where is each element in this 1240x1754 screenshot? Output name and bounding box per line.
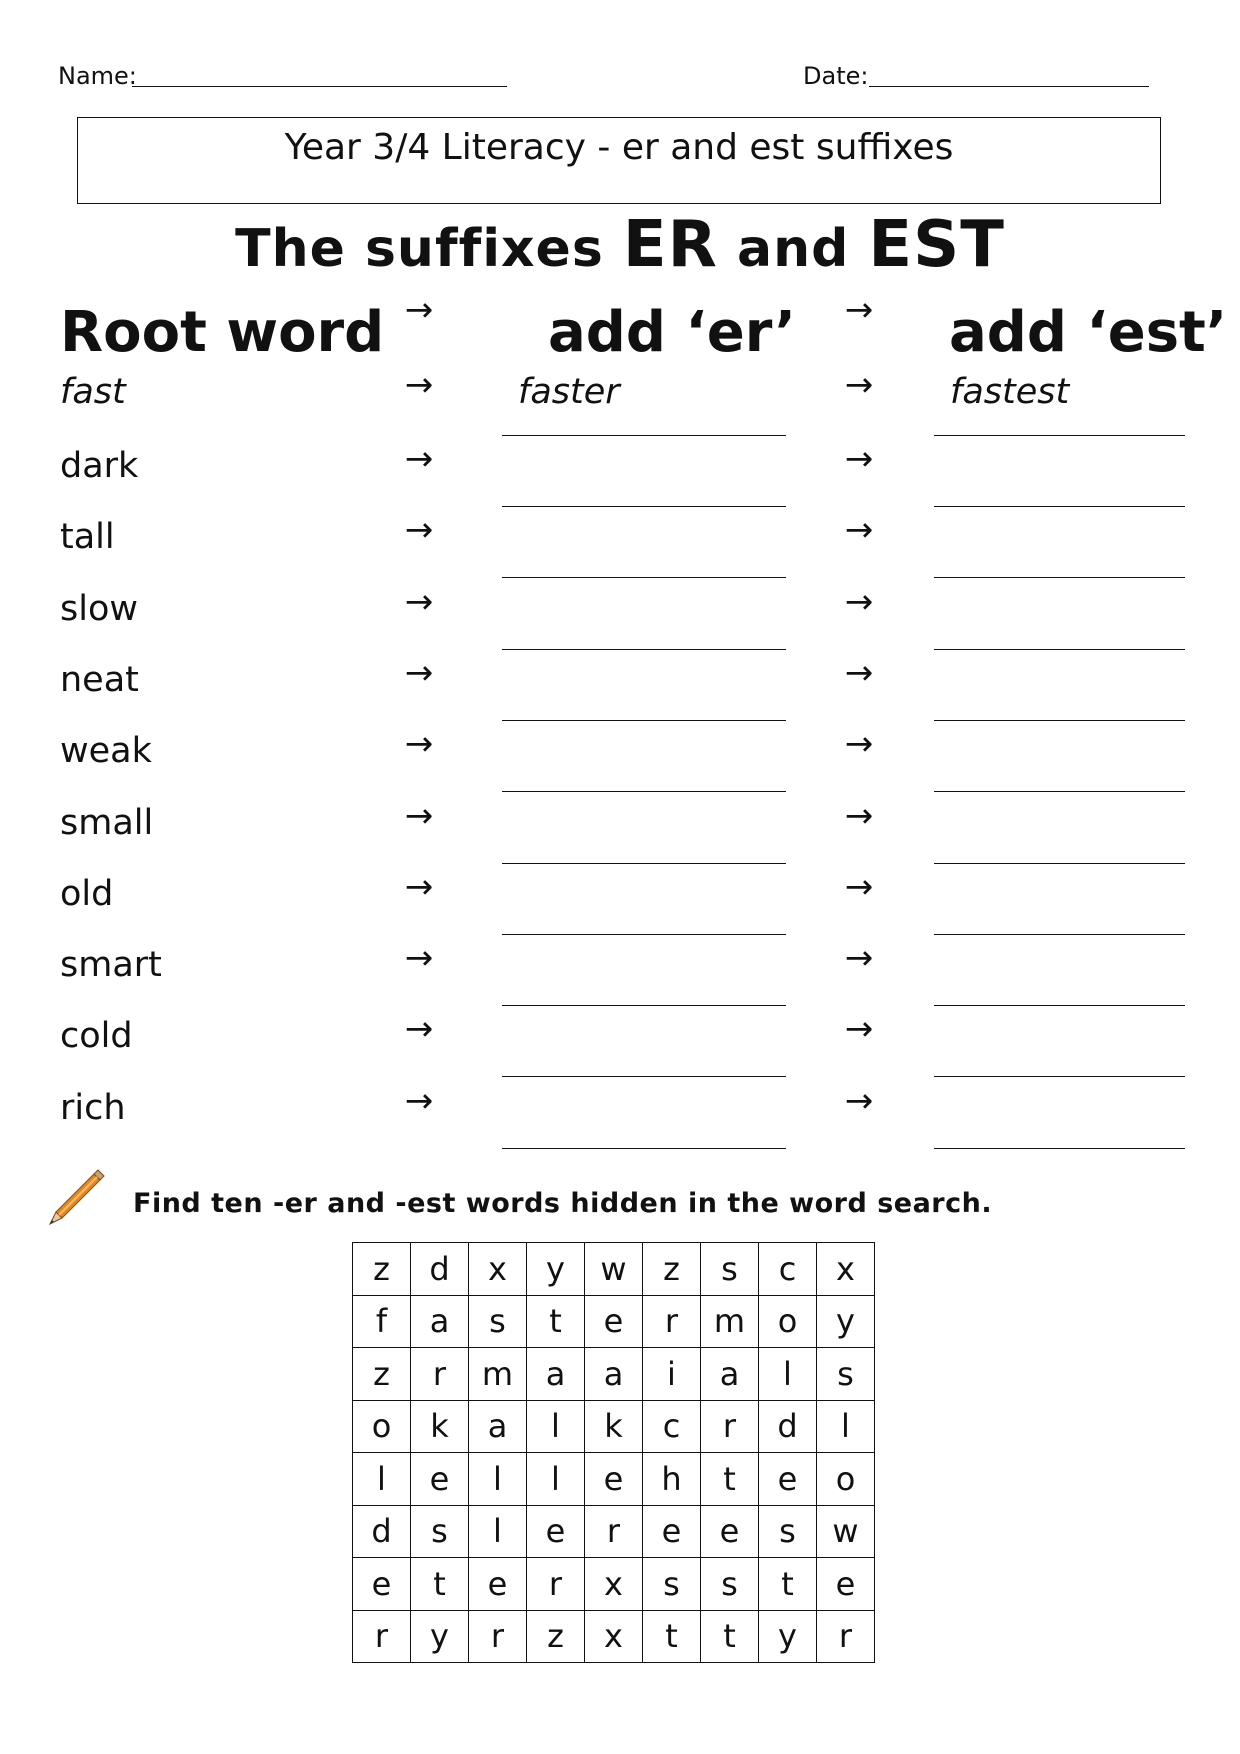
pencil-icon: [48, 1168, 106, 1226]
grid-cell[interactable]: s: [701, 1558, 759, 1611]
grid-cell[interactable]: s: [411, 1505, 469, 1558]
date-label: Date:: [803, 62, 869, 90]
grid-cell[interactable]: l: [527, 1453, 585, 1506]
grid-row: [353, 1400, 875, 1453]
grid-cell[interactable]: e: [411, 1453, 469, 1506]
grid-cell[interactable]: m: [469, 1348, 527, 1401]
grid-cell[interactable]: d: [759, 1400, 817, 1453]
er-answer-line[interactable]: [502, 791, 786, 792]
grid-cell[interactable]: a: [411, 1295, 469, 1348]
grid-cell[interactable]: x: [585, 1558, 643, 1611]
root-word: weak: [60, 731, 152, 772]
grid-cell[interactable]: a: [585, 1348, 643, 1401]
grid-row: [353, 1610, 875, 1663]
grid-row: [353, 1348, 875, 1401]
column-header-root: Root word: [60, 300, 385, 365]
arrow-icon: →: [404, 439, 434, 479]
grid-cell[interactable]: l: [759, 1348, 817, 1401]
grid-cell[interactable]: t: [411, 1558, 469, 1611]
grid-cell[interactable]: h: [643, 1453, 701, 1506]
er-answer-line[interactable]: [502, 649, 786, 650]
grid-cell[interactable]: e: [585, 1453, 643, 1506]
est-answer-line[interactable]: [934, 506, 1185, 507]
grid-cell[interactable]: d: [411, 1243, 469, 1296]
grid-cell[interactable]: r: [527, 1558, 585, 1611]
root-word: smart: [60, 945, 162, 986]
arrow-icon: →: [844, 510, 874, 551]
est-answer-line[interactable]: [934, 720, 1185, 721]
header-arrow-icon: →: [844, 290, 874, 330]
grid-cell[interactable]: w: [585, 1243, 643, 1296]
grid-cell[interactable]: e: [469, 1558, 527, 1611]
arrow-icon: →: [844, 1080, 874, 1121]
grid-cell[interactable]: r: [585, 1505, 643, 1558]
arrow-icon: →: [844, 795, 874, 836]
er-answer-line[interactable]: [502, 506, 786, 507]
grid-cell[interactable]: e: [701, 1505, 759, 1558]
arrow-icon: →: [844, 938, 874, 979]
root-word: small: [60, 802, 154, 843]
grid-cell[interactable]: y: [759, 1610, 817, 1663]
name-label: Name:: [58, 62, 137, 90]
grid-cell[interactable]: i: [643, 1348, 701, 1401]
arrow-icon: →: [844, 652, 874, 693]
grid-cell[interactable]: s: [759, 1505, 817, 1558]
est-answer-line[interactable]: [934, 863, 1185, 864]
arrow-icon: →: [844, 1009, 874, 1050]
arrow-icon: →: [404, 365, 434, 405]
grid-cell[interactable]: t: [701, 1610, 759, 1663]
grid-cell[interactable]: s: [701, 1243, 759, 1296]
est-answer-line[interactable]: [934, 577, 1185, 578]
example-est-line: [934, 435, 1185, 436]
name-field[interactable]: [132, 86, 507, 87]
grid-cell[interactable]: l: [353, 1453, 411, 1506]
arrow-icon: →: [404, 1009, 434, 1050]
title-er: ER: [622, 208, 718, 282]
er-answer-line[interactable]: [502, 1005, 786, 1006]
grid-cell[interactable]: r: [817, 1610, 875, 1663]
grid-cell[interactable]: e: [527, 1505, 585, 1558]
arrow-icon: →: [844, 581, 874, 622]
er-answer-line[interactable]: [502, 934, 786, 935]
arrow-icon: →: [844, 866, 874, 907]
title-est: EST: [868, 208, 1005, 282]
grid-row: [353, 1558, 875, 1611]
grid-cell[interactable]: z: [643, 1243, 701, 1296]
root-word: neat: [60, 659, 139, 700]
arrow-icon: →: [404, 1080, 434, 1121]
er-answer-line[interactable]: [502, 1076, 786, 1077]
grid-cell[interactable]: z: [527, 1610, 585, 1663]
grid-cell[interactable]: m: [701, 1295, 759, 1348]
grid-cell[interactable]: r: [411, 1348, 469, 1401]
grid-cell[interactable]: s: [817, 1348, 875, 1401]
worksheet-subtitle: Year 3/4 Literacy - er and est suffixes: [284, 127, 954, 168]
grid-cell[interactable]: k: [411, 1400, 469, 1453]
arrow-icon: →: [844, 439, 874, 479]
grid-cell[interactable]: f: [353, 1295, 411, 1348]
grid-cell[interactable]: x: [469, 1243, 527, 1296]
grid-cell[interactable]: e: [643, 1505, 701, 1558]
er-answer-line[interactable]: [502, 863, 786, 864]
arrow-icon: →: [404, 581, 434, 622]
est-answer-line[interactable]: [934, 649, 1185, 650]
arrow-icon: →: [404, 510, 434, 551]
grid-cell[interactable]: a: [527, 1348, 585, 1401]
title-pre: The suffixes: [235, 219, 623, 279]
arrow-icon: →: [404, 795, 434, 836]
grid-cell[interactable]: y: [411, 1610, 469, 1663]
grid-cell[interactable]: e: [353, 1558, 411, 1611]
root-word: slow: [60, 588, 138, 629]
grid-cell[interactable]: r: [701, 1400, 759, 1453]
example-est-answer: fastest: [950, 372, 1070, 412]
grid-cell[interactable]: d: [353, 1505, 411, 1558]
column-header-est: add ‘est’: [949, 300, 1228, 365]
example-er-line: [502, 435, 786, 436]
word-search-grid: [352, 1242, 875, 1663]
title-box: [77, 117, 1161, 204]
grid-cell[interactable]: l: [817, 1400, 875, 1453]
root-word: dark: [60, 446, 139, 486]
grid-cell[interactable]: c: [759, 1243, 817, 1296]
header-arrow-icon: →: [404, 290, 434, 330]
example-root-word: fast: [60, 372, 126, 412]
est-answer-line[interactable]: [934, 791, 1185, 792]
er-answer-line[interactable]: [502, 577, 786, 578]
grid-cell[interactable]: z: [353, 1348, 411, 1401]
er-answer-line[interactable]: [502, 720, 786, 721]
grid-cell[interactable]: e: [817, 1558, 875, 1611]
root-word: old: [60, 873, 114, 914]
grid-cell[interactable]: z: [353, 1243, 411, 1296]
grid-cell[interactable]: l: [469, 1453, 527, 1506]
root-word: tall: [60, 517, 115, 558]
arrow-icon: →: [404, 938, 434, 979]
grid-row: [353, 1243, 875, 1296]
grid-cell[interactable]: t: [643, 1610, 701, 1663]
est-answer-line[interactable]: [934, 1076, 1185, 1077]
grid-cell[interactable]: e: [759, 1453, 817, 1506]
grid-cell[interactable]: o: [759, 1295, 817, 1348]
grid-cell[interactable]: y: [817, 1295, 875, 1348]
arrow-icon: →: [844, 724, 874, 765]
grid-row: [353, 1505, 875, 1558]
grid-cell[interactable]: r: [643, 1295, 701, 1348]
grid-cell[interactable]: a: [701, 1348, 759, 1401]
grid-cell[interactable]: y: [527, 1243, 585, 1296]
grid-cell[interactable]: r: [353, 1610, 411, 1663]
date-field[interactable]: [869, 86, 1149, 87]
grid-cell[interactable]: e: [585, 1295, 643, 1348]
est-answer-line[interactable]: [934, 934, 1185, 935]
grid-cell[interactable]: s: [469, 1295, 527, 1348]
grid-cell[interactable]: o: [353, 1400, 411, 1453]
arrow-icon: →: [844, 365, 874, 405]
title-mid: and: [717, 219, 869, 279]
grid-cell[interactable]: c: [643, 1400, 701, 1453]
page-title: [0, 208, 1240, 282]
grid-cell[interactable]: w: [817, 1505, 875, 1558]
est-answer-line[interactable]: [934, 1148, 1185, 1149]
grid-cell[interactable]: x: [585, 1610, 643, 1663]
grid-cell[interactable]: t: [759, 1558, 817, 1611]
grid-row: [353, 1295, 875, 1348]
arrow-icon: →: [404, 866, 434, 907]
est-answer-line[interactable]: [934, 1005, 1185, 1006]
root-word: cold: [60, 1016, 133, 1057]
example-er-answer: faster: [518, 372, 620, 412]
grid-cell[interactable]: s: [643, 1558, 701, 1611]
grid-row: [353, 1453, 875, 1506]
instruction-text: Find ten -er and -est words hidden in the word search.: [133, 1188, 993, 1219]
grid-cell[interactable]: o: [817, 1453, 875, 1506]
grid-cell[interactable]: r: [469, 1610, 527, 1663]
arrow-icon: →: [404, 724, 434, 765]
er-answer-line[interactable]: [502, 1148, 786, 1149]
grid-cell[interactable]: a: [469, 1400, 527, 1453]
root-word: rich: [60, 1087, 126, 1128]
grid-cell[interactable]: t: [701, 1453, 759, 1506]
grid-cell[interactable]: l: [527, 1400, 585, 1453]
grid-cell[interactable]: l: [469, 1505, 527, 1558]
arrow-icon: →: [404, 652, 434, 693]
grid-cell[interactable]: x: [817, 1243, 875, 1296]
grid-cell[interactable]: k: [585, 1400, 643, 1453]
column-header-er: add ‘er’: [548, 300, 796, 365]
grid-cell[interactable]: t: [527, 1295, 585, 1348]
